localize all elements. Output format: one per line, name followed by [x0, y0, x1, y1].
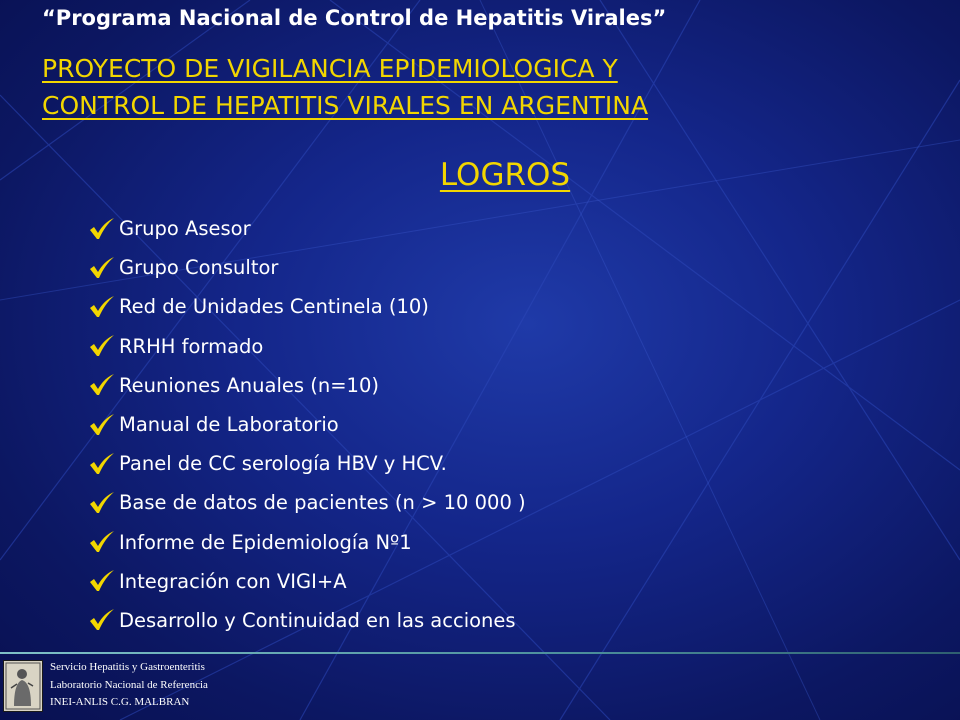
checkmark-icon [88, 530, 116, 554]
checkmark-icon [88, 295, 116, 319]
program-title: “Programa Nacional de Control de Hepatitis Virales” [42, 6, 667, 30]
checkmark-icon [88, 217, 116, 241]
achievement-text: Grupo Consultor [119, 256, 279, 280]
achievement-item [88, 248, 526, 287]
section-heading: LOGROS [439, 157, 571, 193]
footer-line-3: INEI-ANLIS C.G. MALBRAN [50, 696, 190, 708]
project-title-line-1: PROYECTO DE VIGILANCIA EPIDEMIOLOGICA Y [42, 54, 618, 83]
achievement-item [88, 405, 526, 444]
achievement-text: Red de Unidades Centinela (10) [119, 295, 429, 319]
project-title [42, 50, 922, 124]
project-title-line-2: CONTROL DE HEPATITIS VIRALES EN ARGENTINA [42, 91, 649, 120]
checkmark-icon [88, 491, 116, 515]
footer-line-2: Laboratorio Nacional de Referencia [50, 678, 208, 691]
checkmark-icon [88, 569, 116, 593]
achievement-text: Desarrollo y Continuidad en las acciones [119, 608, 516, 632]
checkmark-icon [88, 334, 116, 358]
achievement-item [88, 444, 526, 483]
achievement-item [88, 562, 526, 601]
checkmark-icon [88, 256, 116, 280]
checkmark-icon [88, 413, 116, 437]
achievement-text: Base de datos de pacientes (n > 10 000 ) [119, 491, 526, 515]
institute-logo-icon [3, 660, 43, 712]
achievement-text: RRHH formado [119, 334, 264, 358]
checkmark-icon [88, 373, 116, 397]
achievement-text: Grupo Asesor [119, 217, 251, 241]
footer-divider [0, 652, 960, 654]
achievement-item [88, 327, 526, 366]
checkmark-icon [88, 608, 116, 632]
achievement-text: Manual de Laboratorio [119, 413, 339, 437]
achievement-item [88, 366, 526, 405]
checkmark-icon [88, 452, 116, 476]
achievement-item [88, 523, 526, 562]
achievement-item [88, 287, 526, 326]
achievements-list [88, 209, 526, 640]
achievement-item [88, 209, 526, 248]
achievement-item [88, 483, 526, 522]
achievement-item [88, 601, 526, 640]
achievement-text: Integración con VIGI+A [119, 569, 347, 593]
footer [50, 659, 208, 712]
achievement-text: Informe de Epidemiología Nº1 [119, 530, 412, 554]
achievement-text: Panel de CC serología HBV y HCV. [119, 452, 447, 476]
achievement-text: Reuniones Anuales (n=10) [119, 373, 379, 397]
footer-line-1: Servicio Hepatitis y Gastroenteritis [50, 661, 205, 673]
